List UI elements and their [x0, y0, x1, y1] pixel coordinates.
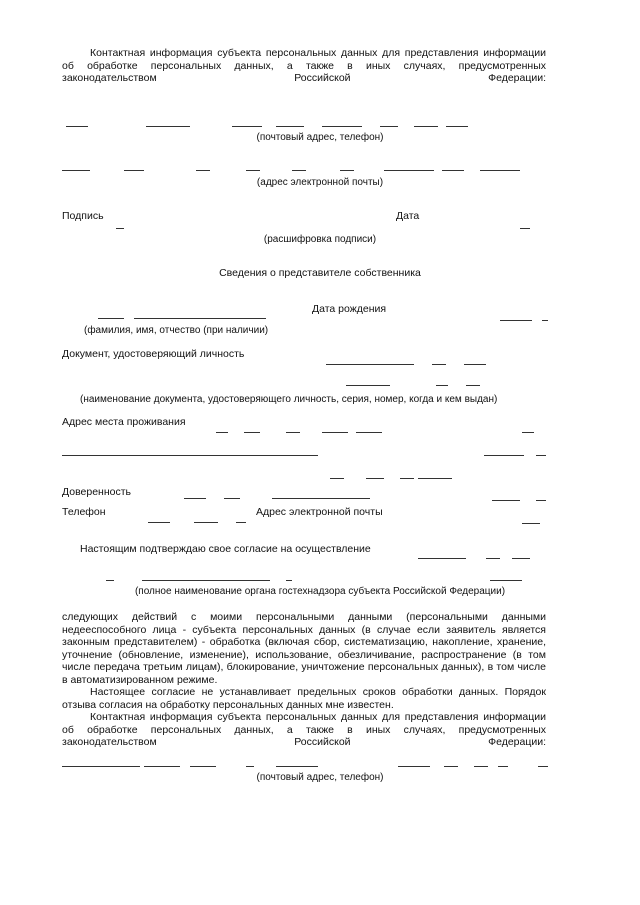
postal-address-caption-2: (почтовый адрес, телефон)	[256, 772, 384, 783]
identity-doc-caption: (наименование документа, удостоверяющего личность, серия, номер, когда и кем выдан)	[80, 394, 498, 405]
date-label: Дата	[396, 210, 420, 222]
signature-decode-caption: (расшифровка подписи)	[263, 234, 377, 245]
full-name-caption: (фамилия, имя, отчество (при наличии)	[84, 325, 269, 336]
contact-intro-paragraph-2: Контактная информация субъекта персональных данных для представления информации об обработке персональных данных, а также в иных случаях, предусмотренных законодательством Российской Федерации:	[62, 711, 546, 749]
signature-field[interactable]	[116, 228, 124, 229]
phone-label: Телефон	[62, 506, 106, 518]
identity-doc-label: Документ, удостоверяющий личность	[62, 348, 245, 360]
representative-email-field[interactable]	[522, 523, 540, 524]
residence-label: Адрес места проживания	[62, 416, 186, 428]
contact-intro-paragraph: Контактная информация субъекта персональных данных для представления информации об обработке персональных данных, а также в иных случаях, предусмотренных законодательством Российской Федерации:	[62, 47, 546, 85]
birth-date-label: Дата рождения	[312, 303, 387, 315]
consent-actions-paragraph: следующих действий с моими персональными данными (персональными данными недееспособного лица - субъекта персональных данных (в случае если заявитель является законным представителем) - обработка (включая сбор, систематизацию, накопление, хранение, уточнение (обновление, изменение), использование, обезличивание, распространение (в том числе передача третьим лицам), блокирование, уничтожение персональных данных), в том числе в автоматизированном режиме.	[62, 611, 546, 686]
signature-label: Подпись	[62, 210, 104, 222]
representative-heading: Сведения о представителе собственника	[219, 267, 421, 279]
email-caption: (адрес электронной почты)	[256, 177, 384, 188]
authority-caption: (полное наименование органа гостехнадзора субъекта Российской Федерации)	[134, 586, 506, 597]
consent-no-limit-paragraph: Настоящее согласие не устанавливает предельных сроков обработки данных. Порядок отзыва согласия на обработку персональных данных мне известен.	[62, 686, 546, 711]
postal-address-caption: (почтовый адрес, телефон)	[256, 132, 384, 143]
power-of-attorney-label: Доверенность	[62, 486, 132, 498]
signature-date-field[interactable]	[520, 228, 530, 229]
representative-email-label: Адрес электронной почты	[256, 506, 383, 518]
consent-confirm-line: Настоящим подтверждаю свое согласие на осуществление	[80, 543, 371, 555]
